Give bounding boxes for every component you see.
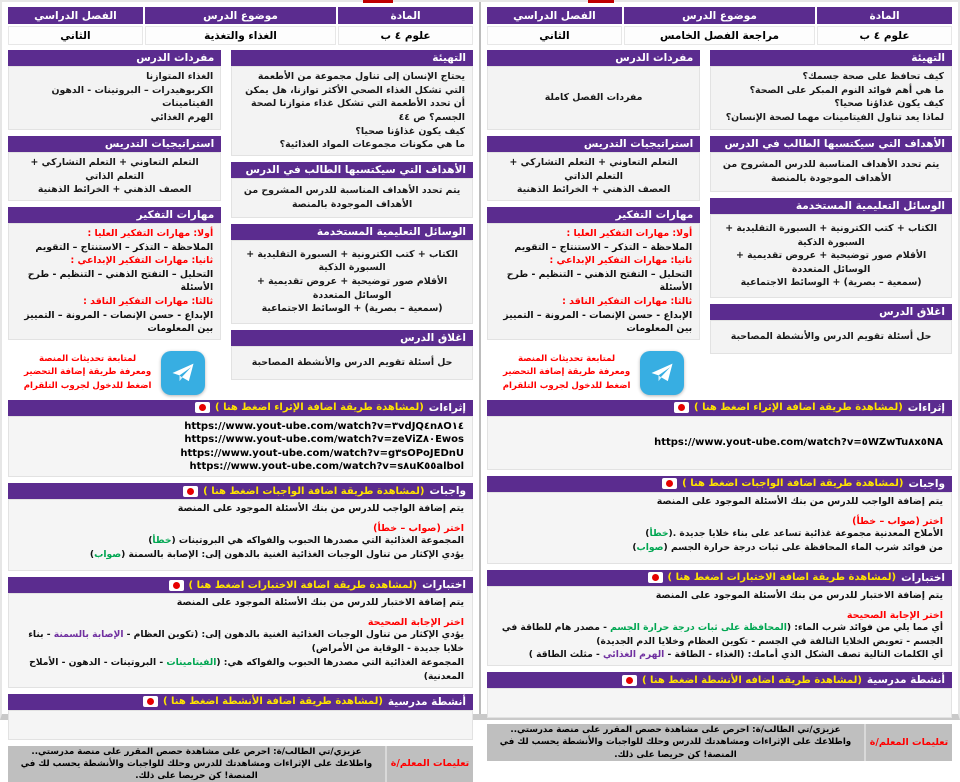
homework-question <box>496 541 943 555</box>
test-question <box>496 621 943 649</box>
two-column-zone <box>8 50 473 400</box>
thinking-skills-content <box>487 223 700 340</box>
closing-content: حل أسئلة تقويم الدرس والأنشطة المصاحبة <box>231 346 473 380</box>
warmup-title: التهيئة <box>231 50 473 66</box>
teaching-aids-title: الوسائل التعليمية المستخدمة <box>231 224 473 240</box>
aids-line: (سمعية – بصرية) + الوسائط الاجتماعية <box>261 303 443 315</box>
semester-header: الفصل الدراسي <box>487 7 622 24</box>
two-column-zone <box>487 50 952 400</box>
vocab-line: الكربوهيدرات – البروتينات - الدهون <box>51 84 214 96</box>
test-question <box>17 656 464 684</box>
homework-title: واجبات <box>908 477 945 490</box>
youtube-play-icon[interactable] <box>648 572 663 583</box>
activities-section <box>8 694 473 740</box>
activities-content <box>487 688 952 718</box>
strategy-line: العصف الذهني + الخرائط الذهنية <box>37 184 192 196</box>
teaching-aids-content <box>710 214 952 298</box>
enrichment-title: إثراءات <box>428 401 466 414</box>
homework-content <box>487 492 952 564</box>
semester-value: الثاني <box>487 26 622 45</box>
warmup-section <box>710 50 952 130</box>
question-text: - البروتينات - الدهون - الأملاح المعدنية) <box>29 657 464 682</box>
strategies-section <box>487 136 700 201</box>
teacher-instructions-text <box>487 724 864 761</box>
warmup-content <box>231 66 473 156</box>
info-table-header <box>487 7 952 24</box>
side-column <box>8 50 221 400</box>
youtube-play-icon[interactable] <box>183 486 198 497</box>
homework-header <box>487 476 952 492</box>
question-text: أي مما يلي من فوائد شرب الماء: ( <box>786 621 943 633</box>
strategies-content <box>8 152 221 201</box>
question-answer: خطأ <box>649 527 669 539</box>
strategies-title: استراتيجيات التدريس <box>8 136 221 152</box>
teaching-aids-section <box>710 198 952 298</box>
tests-content <box>487 586 952 666</box>
teacher-instructions-bar <box>487 724 952 761</box>
warmup-line: كيف يكون غذاؤنا صحيا؟ <box>834 98 944 110</box>
thinking-line: التحليل – التفتح الذهني – التنظيم - طرح الأسئلة <box>506 268 693 294</box>
homework-content <box>8 499 473 571</box>
teacher-instructions-text <box>8 746 385 782</box>
main-column <box>710 50 952 400</box>
enrichment-link[interactable]: https://www.yout-ube.com/watch?v=zeViZ٨٠Ewos <box>184 434 464 446</box>
activities-click-here[interactable]: (لمشاهدة طريقة اضافة الأنشطة اضغط هنا ) <box>162 696 383 708</box>
semester-header: الفصل الدراسي <box>8 7 143 24</box>
instruction-line: عزيزي/تي الطالب/ة: احرص على مشاهدة حصص المقرر على منصة مدرستي.. <box>31 746 362 757</box>
youtube-play-icon[interactable] <box>195 402 210 413</box>
lesson-page-chapter-review <box>481 2 958 760</box>
telegram-note-line: لمتابعة تحديثات المنصة <box>39 353 137 364</box>
telegram-note-line: اضغط للدخول لجروب التلقرام <box>502 380 631 391</box>
semester-value: الثاني <box>8 26 143 45</box>
activities-click-here[interactable]: (لمشاهدة طريقه اضافه الأنشطة اضغط هنا ) <box>641 674 862 686</box>
info-table-values <box>8 26 473 45</box>
activities-section <box>487 672 952 718</box>
warmup-line: ما هي أهم فوائد النوم المبكر على الصحة؟ <box>749 84 944 96</box>
question-text: ) <box>148 535 153 547</box>
tests-header <box>487 570 952 586</box>
topic-value: مراجعة الفصل الخامس <box>624 26 815 45</box>
instruction-line: عزيزي/تي الطالب/ة: احرص على مشاهدة حصص المقرر على منصة مدرستي.. <box>510 725 841 736</box>
warmup-line: ما هي مكونات مجموعات المواد الغذائية؟ <box>279 139 465 151</box>
enrichment-links <box>487 416 952 470</box>
thinking-line: الملاحظة – التذكر – الاستنتاج – التقويم <box>35 241 214 253</box>
activities-title: أنشطة مدرسية <box>866 674 945 687</box>
objectives-content: يتم تحدد الأهداف المناسبة للدرس المشروح من الأهداف الموجودة بالمنصة <box>710 152 952 192</box>
test-question <box>17 628 464 656</box>
tests-intro: يتم إضافة الاختبار للدرس من بنك الأسئلة الموجود على المنصة <box>176 597 464 609</box>
homework-intro: يتم إضافة الواجب للدرس من بنك الأسئلة الموجود على المنصة <box>177 503 464 515</box>
aids-line: الأقلام صور توضيحية + عروض تقديمية + الوسائل المتعددة <box>257 275 448 301</box>
question-answer: الإصابة بالسمنة <box>53 629 124 641</box>
thinking-skills-section <box>487 207 700 340</box>
closing-section <box>710 304 952 354</box>
thinking-line: الملاحظة – التذكر – الاستنتاج – التقويم <box>514 241 693 253</box>
strategies-title: استراتيجيات التدريس <box>487 136 700 152</box>
teacher-instructions-bar <box>8 746 473 782</box>
thinking-line: أولا: مهارات التفكير العليا : <box>87 227 214 239</box>
telegram-note-line: ومعرفة طريقة إضافة التحضير <box>502 367 631 378</box>
tests-intro: يتم إضافة الاختبار للدرس من بنك الأسئلة الموجود على المنصة <box>655 589 943 601</box>
objectives-section <box>231 162 473 218</box>
thinking-line: ثالثا: مهارات التفكير الناقد : <box>83 296 214 307</box>
vocabulary-title: مفردات الدرس <box>8 50 221 66</box>
tests-click-here[interactable]: (لمشاهدة طريقة اضافة الاختبارات اضغط هنا ) <box>667 572 897 584</box>
objectives-section <box>710 136 952 192</box>
aids-line: (سمعية – بصرية) + الوسائط الاجتماعية <box>740 277 922 289</box>
homework-intro: يتم إضافة الواجب للدرس من بنك الأسئلة الموجود على المنصة <box>656 495 943 507</box>
question-text: - مثلث الطاقة ) <box>528 649 603 661</box>
subject-header: المادة <box>338 7 473 24</box>
thinking-skills-content <box>8 223 221 340</box>
objectives-title: الأهداف التي سيكتسبها الطالب في الدرس <box>710 136 952 152</box>
tests-section <box>487 570 952 666</box>
enrichment-header <box>487 400 952 416</box>
aids-line: الأقلام صور توضيحية + عروض تقديمية + الوسائل المتعددة <box>736 250 927 275</box>
vocabulary-content: مفردات الفصل كاملة <box>487 66 700 130</box>
thinking-line: ثانيا: مهارات التفكير الإبداعي : <box>70 255 214 267</box>
activities-title: أنشطة مدرسية <box>387 695 466 708</box>
telegram-note-line: ومعرفة طريقة إضافة التحضير <box>23 367 152 378</box>
homework-click-here[interactable]: (لمشاهدة طريقة اضافة الواجبات اضغط هنا ) <box>203 485 425 497</box>
homework-header <box>8 483 473 499</box>
homework-title: واجبات <box>429 485 466 498</box>
closing-title: اغلاق الدرس <box>710 304 952 320</box>
question-text: المجموعة الغذائية التي مصدرها الحبوب والفواكه هي: ( <box>216 657 464 669</box>
main-column <box>231 50 473 400</box>
homework-choose-label: اختر (صواب – خطأ) <box>852 515 943 527</box>
thinking-skills-title: مهارات التفكير <box>8 207 221 223</box>
teaching-aids-section <box>231 224 473 324</box>
info-table-values <box>487 26 952 45</box>
youtube-play-icon[interactable] <box>169 580 184 591</box>
youtube-play-icon[interactable] <box>622 675 637 686</box>
homework-choose-label: اختر (صواب – خطأ) <box>373 523 464 535</box>
tests-choose-label: اختر الإجابة الصحيحة <box>367 617 464 629</box>
warmup-section <box>231 50 473 156</box>
warmup-line: لماذا يعد تناول الفيتامينات مهما لصحة الإنسان؟ <box>725 111 944 123</box>
closing-section <box>231 330 473 380</box>
subject-value: علوم ٤ ب <box>338 26 473 45</box>
question-answer: صواب <box>636 541 664 553</box>
test-question <box>496 648 943 662</box>
question-text: من فوائد شرب الماء المحافظة على ثبات درجة حرارة الجسم ( <box>663 541 943 553</box>
thinking-skills-title: مهارات التفكير <box>487 207 700 223</box>
enrichment-link[interactable]: https://www.yout-ube.com/watch?v=g٣sOPoJEDnU <box>180 447 464 459</box>
homework-question <box>17 548 464 562</box>
side-column <box>487 50 700 400</box>
vocabulary-content <box>8 66 221 130</box>
question-text: يؤدي الإكثار من تناول الوجبات الغذائية الغنية بالدهون إلى: الإصابة بالسمنة ( <box>121 549 464 561</box>
vocab-line: الغذاء المتوازنا <box>146 71 214 82</box>
topic-value: الغذاء والتغذية <box>145 26 336 45</box>
enrichment-click-here[interactable]: (لمشاهدة طريقة اضافة الإثراء اضغط هنا ) <box>694 402 903 414</box>
objectives-content: يتم تحدد الأهداف المناسبة للدرس المشروح من الأهداف الموجودة بالمنصة <box>231 178 473 218</box>
warmup-line: كيف تحافظ على صحة جسمك؟ <box>802 71 944 82</box>
strategy-line: التعلم التعاوني + التعلم التشاركي + التعلم الذاتي <box>509 157 678 182</box>
activities-header <box>487 672 952 688</box>
question-text: - بناء خلايا جديدة - الوقاية من الأمراض) <box>28 629 464 655</box>
enrichment-link[interactable]: https://www.yout-ube.com/watch?v=٥WZwTu٨x٥NA <box>654 437 943 449</box>
homework-question <box>17 534 464 548</box>
vocab-line: الفيتامينات <box>162 98 214 110</box>
enrichment-links <box>8 416 473 478</box>
subject-value: علوم ٤ ب <box>817 26 952 45</box>
thinking-line: ثالثا: مهارات التفكير الناقد : <box>562 296 693 307</box>
aids-line: الكتاب + كتب الكترونية + السبورة التقليدية + السبورة الذكية <box>725 222 937 248</box>
question-text: ) <box>645 527 650 539</box>
activities-content <box>8 710 473 740</box>
strategies-content <box>487 152 700 201</box>
telegram-group-link[interactable] <box>487 346 700 400</box>
enrichment-section <box>8 400 473 478</box>
teaching-aids-title: الوسائل التعليمية المستخدمة <box>710 198 952 214</box>
thinking-line: التحليل – التفتح الذهني – التنظيم - طرح الأسئلة <box>27 268 214 294</box>
thinking-skills-section <box>8 207 221 340</box>
tests-header <box>8 577 473 593</box>
question-text: ) <box>89 549 95 561</box>
tests-title: اختبارات <box>901 571 945 584</box>
question-text: أي الكلمات التالية تصف الشكل الذي أمامك: (الغذاء - الطاقة - <box>664 649 943 661</box>
topic-header: موضوع الدرس <box>145 7 336 24</box>
telegram-group-link[interactable] <box>8 346 221 400</box>
subject-header: المادة <box>817 7 952 24</box>
thinking-line: ثانيا: مهارات التفكير الإبداعي : <box>549 255 693 267</box>
strategies-section <box>8 136 221 201</box>
enrichment-section <box>487 400 952 470</box>
question-text: الأملاح المعدنية مجموعة غذائية تساعد على بناء خلايا جديدة .( <box>668 527 943 539</box>
thinking-line: الإبداع - حسن الإنصات - المرونة – التمييز بين المعلومات <box>24 309 214 335</box>
closing-title: اغلاق الدرس <box>231 330 473 346</box>
tests-title: اختبارات <box>422 579 466 592</box>
cropped-red-artifact <box>363 0 393 3</box>
homework-question <box>496 527 943 541</box>
youtube-play-icon[interactable] <box>674 402 689 413</box>
topic-header: موضوع الدرس <box>624 7 815 24</box>
strategy-line: العصف الذهني + الخرائط الذهنية <box>516 184 671 196</box>
youtube-play-icon[interactable] <box>662 478 677 489</box>
question-text: يؤدي الإكثار من تناول الوجبات الغذائية الغنية بالدهون إلى: (تكوين العظام - <box>123 629 464 641</box>
info-table-header <box>8 7 473 24</box>
instruction-line: واطلاعك على الإثراءات ومشاهدتك للدرس وحلك للواجبات والأنشطة يحسب لك في المنصة! كن حريصا على ذلك. <box>20 758 373 781</box>
thinking-line: أولا: مهارات التفكير العليا : <box>566 227 693 239</box>
question-answer: المحافظة على ثبات درجة حرارة الجسم <box>610 621 787 633</box>
teacher-instructions-label: تعليمات المعلم/ة <box>864 724 952 761</box>
question-answer: خطأ <box>152 535 172 547</box>
cropped-red-artifact <box>588 0 614 3</box>
telegram-note-line: لمتابعة تحديثات المنصة <box>518 353 616 364</box>
enrichment-header <box>8 400 473 416</box>
vocabulary-title: مفردات الدرس <box>487 50 700 66</box>
warmup-content <box>710 66 952 130</box>
telegram-note[interactable] <box>24 353 152 393</box>
question-text: ) <box>632 541 637 553</box>
telegram-icon[interactable] <box>161 351 205 395</box>
instruction-line: واطلاعك على الإثراءات ومشاهدتك للدرس وحلك للواجبات والأنشطة يحسب لك في المنصة! كن حريصا على ذلك. <box>499 737 852 760</box>
youtube-play-icon[interactable] <box>143 696 158 707</box>
tests-click-here[interactable]: (لمشاهدة طريقة اضافة الاختبارات اضغط هنا ) <box>188 579 418 591</box>
homework-section <box>8 483 473 571</box>
objectives-title: الأهداف التي سيكتسبها الطالب في الدرس <box>231 162 473 178</box>
closing-content: حل أسئلة تقويم الدرس والأنشطة المصاحبة <box>710 320 952 354</box>
question-text: المجموعة الغذائية التي مصدرها الحبوب والفواكه هي البروتينات ( <box>171 535 464 547</box>
tests-choose-label: اختر الإجابة الصحيحة <box>846 609 943 621</box>
warmup-line: كيف يكون غذاؤنا صحيا؟ <box>355 125 465 137</box>
thinking-line: الإبداع - حسن الإنصات - المرونة – التمييز بين المعلومات <box>503 309 693 335</box>
vocabulary-section <box>487 50 700 130</box>
tests-content <box>8 593 473 687</box>
question-answer: صواب <box>94 549 122 561</box>
activities-header <box>8 694 473 710</box>
vocabulary-section <box>8 50 221 130</box>
enrichment-link[interactable]: https://www.yout-ube.com/watch?v=s٨uK٥٥albol <box>189 461 464 473</box>
aids-line: الكتاب + كتب الكترونية + السبورة التقليدية + السبورة الذكية <box>246 248 458 274</box>
teacher-instructions-label: تعليمات المعلم/ة <box>385 746 473 782</box>
lesson-page-food-nutrition <box>2 2 479 781</box>
enrichment-link[interactable]: https://www.yout-ube.com/watch?v=٣vdJQ٤n٨O١٤ <box>184 420 464 432</box>
homework-section <box>487 476 952 564</box>
homework-click-here[interactable]: (لمشاهدة طريقة اضافة الواجبات اضغط هنا ) <box>682 478 904 490</box>
warmup-line: يحتاج الإنسان إلى تناول مجموعة من الأطعمة التي تشكل الغذاء الصحي الأكثر توازنا، هل يمكن أن تحدد الأطعمة التي تشكل غذاء متوازنا لصحة الجسم؟ ص ٤٤ <box>245 71 465 123</box>
strategy-line: التعلم التعاوني + التعلم التشاركي + التعلم الذاتي <box>30 157 199 182</box>
enrichment-click-here[interactable]: (لمشاهدة طريقة اضافة الإثراء اضغط هنا ) <box>215 402 424 414</box>
telegram-note-line: اضغط للدخول لجروب التلقرام <box>23 380 152 391</box>
question-answer: الهرم الغذائي <box>603 649 665 661</box>
telegram-icon[interactable] <box>640 351 684 395</box>
enrichment-title: إثراءات <box>907 401 945 414</box>
question-answer: الفيتامينات <box>166 657 217 669</box>
telegram-note[interactable] <box>503 353 631 393</box>
tests-section <box>8 577 473 687</box>
teaching-aids-content <box>231 240 473 324</box>
warmup-title: التهيئة <box>710 50 952 66</box>
vocab-line: الهرم الغذائي <box>150 111 214 123</box>
question-text: - مصدر هام للطاقة في الجسم - تعويض الخلايا التالفة في الجسم - تكوين العظام وخلايا الدم الجديدة) <box>501 621 943 647</box>
